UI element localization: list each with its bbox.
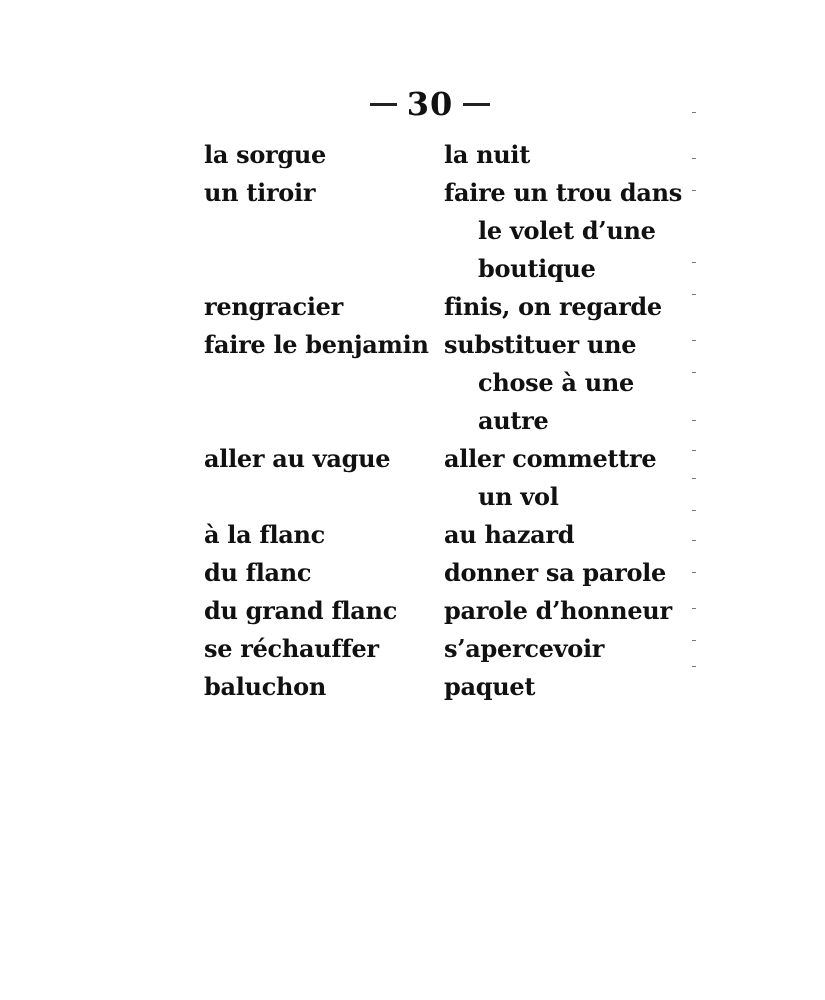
definition-line: parole d’honneur	[444, 596, 672, 625]
glossary-term: du flanc	[204, 558, 312, 587]
definition-line: un vol	[478, 482, 559, 511]
scan-margin-specks	[692, 110, 706, 690]
glossary-term: faire le benjamin	[204, 330, 429, 359]
left-dash-ornament	[370, 103, 397, 106]
glossary-list	[204, 136, 682, 706]
definition-line: la nuit	[444, 140, 531, 169]
glossary-definition	[444, 174, 682, 288]
glossary-entry	[204, 592, 674, 630]
definition-line: aller commettre	[444, 444, 657, 473]
glossary-definition	[444, 554, 674, 592]
definition-line: au hazard	[444, 520, 575, 549]
glossary-term: la sorgue	[204, 140, 326, 169]
definition-line: le volet d’une	[478, 216, 656, 245]
definition-line: substituer une	[444, 330, 637, 359]
definition-line: s’apercevoir	[444, 634, 605, 663]
glossary-term: du grand flanc	[204, 596, 398, 625]
definition-line: paquet	[444, 672, 536, 701]
glossary-definition	[444, 516, 674, 554]
definition-line: donner sa parole	[444, 558, 666, 587]
definition-line: autre	[478, 406, 549, 435]
definition-line: boutique	[478, 254, 596, 283]
glossary-term: baluchon	[204, 672, 327, 701]
glossary-definition	[444, 440, 674, 516]
definition-line: faire un trou dans	[444, 178, 682, 207]
glossary-definition	[444, 668, 674, 706]
glossary-entry	[204, 554, 674, 592]
glossary-entry	[204, 136, 674, 174]
page-header	[360, 84, 500, 124]
glossary-definition	[444, 136, 674, 174]
glossary-entry	[204, 326, 674, 440]
glossary-entry	[204, 440, 674, 516]
glossary-definition	[444, 630, 674, 668]
glossary-definition	[444, 592, 674, 630]
glossary-entry	[204, 288, 674, 326]
glossary-term: à la flanc	[204, 520, 325, 549]
glossary-term: se réchauffer	[204, 634, 379, 663]
glossary-definition	[444, 288, 674, 326]
glossary-entry	[204, 668, 674, 706]
glossary-term: un tiroir	[204, 178, 316, 207]
definition-line: finis, on regarde	[444, 292, 662, 321]
page-number: 30	[406, 85, 454, 123]
glossary-definition	[444, 326, 674, 440]
glossary-entry	[204, 174, 682, 288]
glossary-entry	[204, 516, 674, 554]
right-dash-ornament	[463, 103, 490, 106]
definition-line: chose à une	[478, 368, 634, 397]
glossary-term: rengracier	[204, 292, 343, 321]
glossary-term: aller au vague	[204, 444, 391, 473]
glossary-entry	[204, 630, 674, 668]
